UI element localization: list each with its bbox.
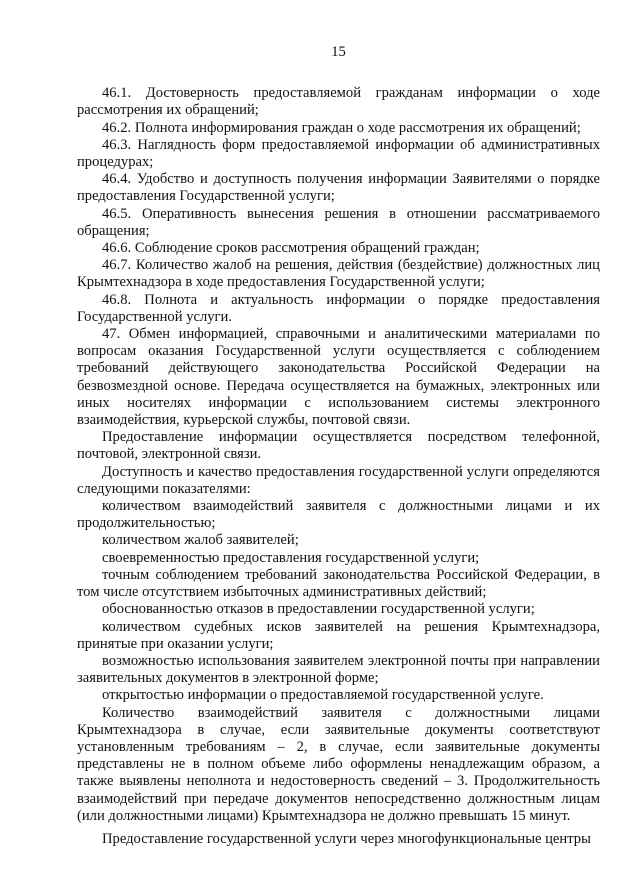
paragraph-46-6: 46.6. Соблюдение сроков рассмотрения обращений граждан; (102, 240, 480, 257)
paragraph-46-1: 46.1. Достоверность предоставляемой гражданам информации о ходе рассмотрения их обращений; (77, 85, 600, 119)
paragraph-46-5: 46.5. Оперативность вынесения решения в отношении рассматриваемого обращения; (77, 205, 600, 239)
page-number: 15 (331, 44, 346, 60)
paragraph-interaction-count: Количество взаимодействий заявителя с должностными лицами Крымтехнадзора в случае, если заявительные документы соответствуют установленным требованиям – 2, в случае, если заявительные документы представлены не в полном объеме либо оформлены ненадлежащим образом, а также выявлены неполнота и недостоверность сведений – 3. Продолжительность взаимодействий при передаче документов непосредственно должностным лицам (или должностными лицами) Крымтехнадзора не должно превышать 15 минут. (77, 704, 600, 824)
paragraph-46-8: 46.8. Полнота и актуальность информации о порядке предоставления Государственной услуги. (77, 291, 600, 325)
indicator-timeliness: своевременностью предоставления государственной услуги; (102, 549, 480, 566)
paragraph-mfc: Предоставление государственной услуги через многофункциональные центры (102, 830, 591, 847)
paragraph-46-3: 46.3. Наглядность форм предоставляемой информации об административных процедурах; (77, 136, 600, 171)
paragraph-47: 47. Обмен информацией, справочными и аналитическими материалами по вопросам оказания Государственной услуги осуществляется с соблюдением требований действующего законодательства Российской Федерации на безвозмездной основе. Передача осуществляется на бумажных, электронных или иных носителях информации с использованием системы электронного взаимодействия, курьерской службы, почтовой связи. (77, 326, 600, 429)
paragraph-46-2: 46.2. Полнота информирования граждан о ходе рассмотрения их обращений; (102, 119, 581, 136)
indicator-refusals: обоснованностью отказов в предоставлении государственной услуги; (102, 601, 535, 618)
paragraph-info-delivery: Предоставление информации осуществляется посредством телефонной, почтовой, электронной связи. (77, 429, 600, 463)
paragraph-46-7: 46.7. Количество жалоб на решения, действия (бездействие) должностных лиц Крымтехнадзора в ходе предоставления Государственной услуги; (77, 257, 600, 291)
indicator-interactions: количеством взаимодействий заявителя с должностными лицами и их продолжительностью; (77, 498, 600, 532)
paragraph-quality-indicators: Доступность и качество предоставления государственной услуги определяются следующими показателями: (77, 463, 600, 497)
indicator-complaints: количеством жалоб заявителей; (102, 532, 299, 549)
indicator-legal-compliance: точным соблюдением требований законодательства Российской Федерации, в том числе отсутствием избыточных административных действий; (77, 566, 600, 601)
indicator-email: возможностью использования заявителем электронной почты при направлении заявительных документов в электронной форме; (77, 652, 600, 687)
indicator-openness: открытостью информации о предоставляемой государственной услуге. (102, 687, 544, 704)
indicator-lawsuits: количеством судебных исков заявителей на решения Крымтехнадзора, принятые при оказании услуги; (77, 618, 600, 652)
paragraph-46-4: 46.4. Удобство и доступность получения информации Заявителями о порядке предоставления Государственной услуги; (77, 171, 600, 205)
